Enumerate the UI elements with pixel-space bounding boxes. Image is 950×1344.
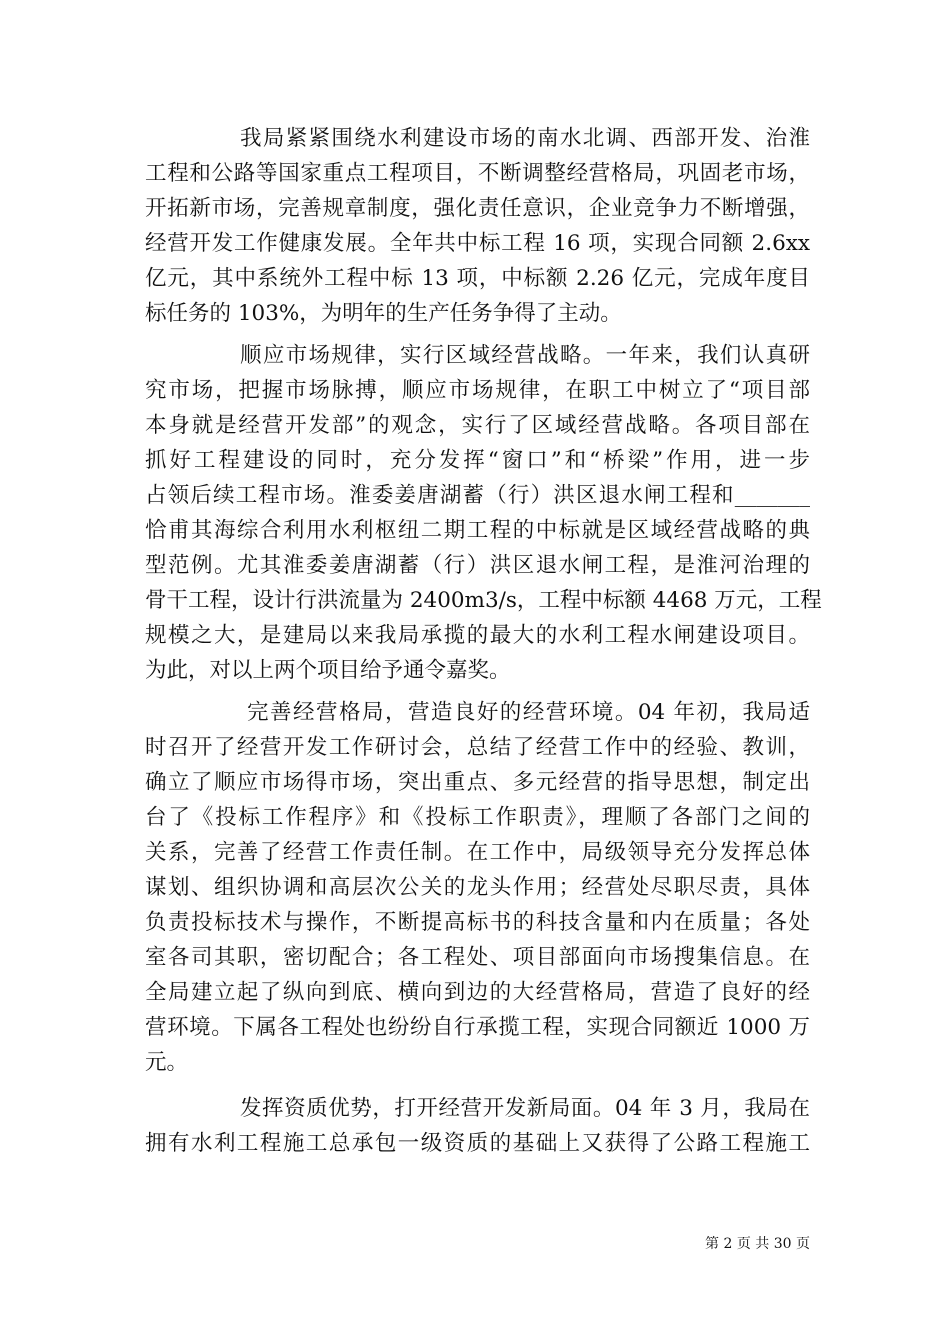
text-line: 经营开发工作健康发展。全年共中标工程 16 项，实现合同额 2.6xx bbox=[145, 231, 810, 256]
page-footer: 第 2 页 共 30 页 bbox=[705, 1236, 810, 1252]
text-line: 标任务的 103%，为明年的生产任务争得了主动。 bbox=[145, 301, 622, 326]
text-line: 关系，完善了经营工作责任制。在工作中，局级领导充分发挥总体 bbox=[145, 840, 810, 865]
text-line: 开拓新市场，完善规章制度，强化责任意识，企业竞争力不断增强， bbox=[145, 196, 810, 221]
text-line: 骨干工程，设计行洪流量为 2400m3/s，工程中标额 4468 万元，工程 bbox=[145, 588, 822, 613]
text-line: 营环境。下属各工程处也纷纷自行承揽工程，实现合同额近 1000 万 bbox=[145, 1015, 810, 1040]
text-line: 全局建立起了纵向到底、横向到边的大经营格局，营造了良好的经 bbox=[145, 980, 810, 1005]
text-line: 为此，对以上两个项目给予通令嘉奖。 bbox=[145, 658, 511, 683]
text-line: 我局紧紧围绕水利建设市场的南水北调、西部开发、治淮 bbox=[240, 126, 810, 151]
text-line: 确立了顺应市场得市场，突出重点、多元经营的指导思想，制定出 bbox=[145, 770, 810, 795]
text-line: 负责投标技术与操作，不断提高标书的科技含量和内在质量；各处 bbox=[145, 910, 810, 935]
text-line: 抓好工程建设的同时，充分发挥“窗口”和“桥梁”作用，进一步 bbox=[145, 448, 810, 473]
text-line: 亿元，其中系统外工程中标 13 项，中标额 2.26 亿元，完成年度目 bbox=[145, 266, 810, 291]
text-line: 恰甫其海综合利用水利枢纽二期工程的中标就是区域经营战略的典 bbox=[145, 518, 810, 543]
text-line: 究市场，把握市场脉搏，顺应市场规律，在职工中树立了“项目部 bbox=[145, 378, 810, 403]
text-line: 元。 bbox=[145, 1050, 189, 1075]
text-line: 室各司其职，密切配合；各工程处、项目部面向市场搜集信息。在 bbox=[145, 945, 810, 970]
text-line: 拥有水利工程施工总承包一级资质的基础上又获得了公路工程施工 bbox=[145, 1131, 810, 1156]
text-line: 台了《投标工作程序》和《投标工作职责》，理顺了各部门之间的 bbox=[145, 805, 810, 830]
text-line: 工程和公路等国家重点工程项目，不断调整经营格局，巩固老市场， bbox=[145, 161, 810, 186]
text-line: 型范例。尤其淮委姜唐湖蓄（行）洪区退水闸工程，是淮河治理的 bbox=[145, 553, 810, 578]
text-line: 占领后续工程市场。淮委姜唐湖蓄（行）洪区退水闸工程和_______ bbox=[145, 483, 810, 508]
text-line: 规模之大，是建局以来我局承揽的最大的水利工程水闸建设项目。 bbox=[145, 623, 810, 648]
text-line: 完善经营格局，营造良好的经营环境。04 年初，我局适 bbox=[247, 700, 810, 725]
text-line: 谋划、组织协调和高层次公关的龙头作用；经营处尽职尽责，具体 bbox=[145, 875, 810, 900]
text-line: 发挥资质优势，打开经营开发新局面。04 年 3 月，我局在 bbox=[240, 1096, 810, 1121]
text-line: 时召开了经营开发工作研讨会，总结了经营工作中的经验、教训， bbox=[145, 735, 810, 760]
text-line: 顺应市场规律，实行区域经营战略。一年来，我们认真研 bbox=[240, 343, 810, 368]
text-line: 本身就是经营开发部”的观念，实行了区域经营战略。各项目部在 bbox=[145, 413, 810, 438]
